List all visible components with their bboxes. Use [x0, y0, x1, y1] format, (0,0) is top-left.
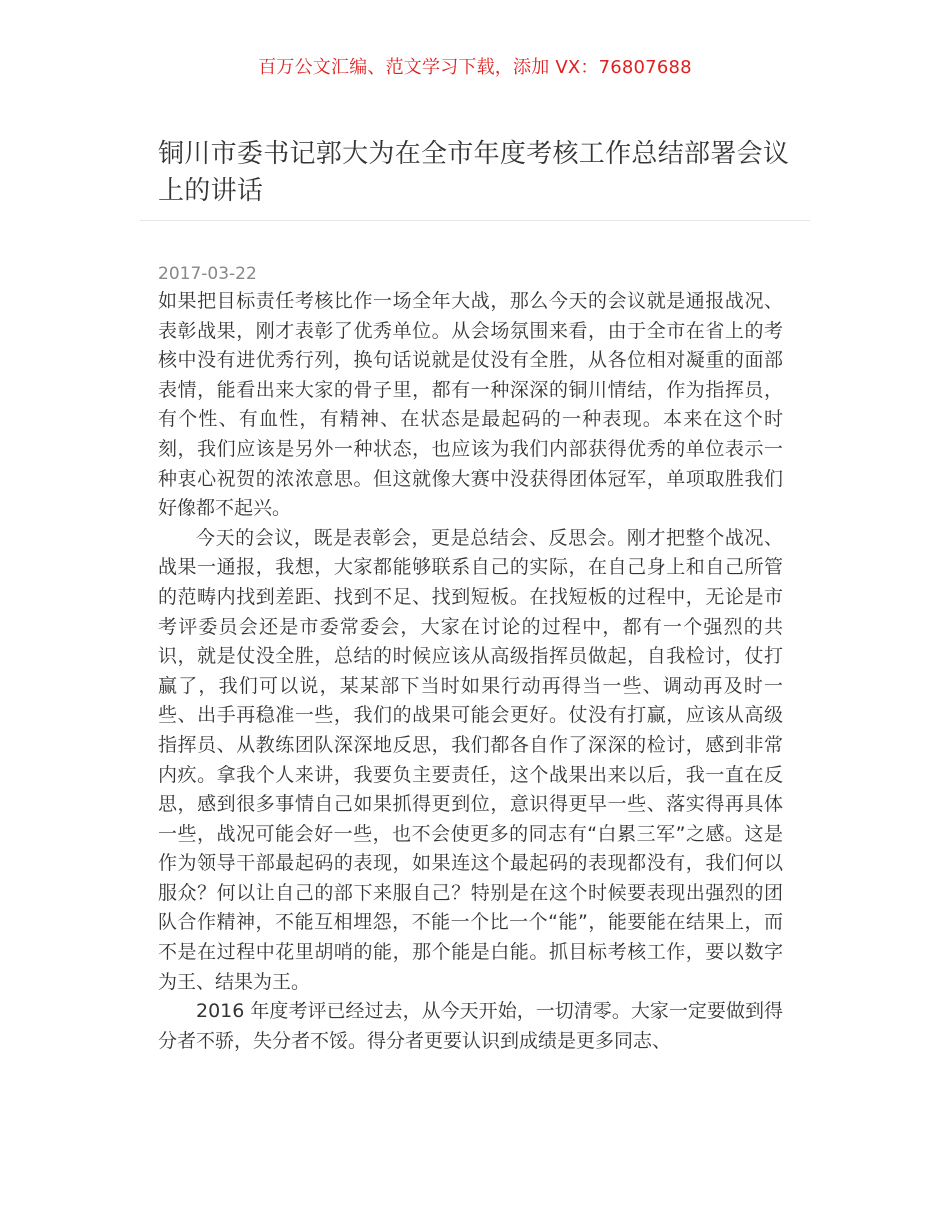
article-title: 铜川市委书记郭大为在全市年度考核工作总结部署会议上的讲话 — [158, 139, 790, 206]
paragraph-2: 今天的会议，既是表彰会，更是总结会、反思会。刚才把整个战况、战果一通报，我想，大家都能够联系自己的实际，在自己身上和自己所管的范畴内找到差距、找到不足、找到短板。在找短板的过程中，无论是市考评委员会还是市委常委会，大家在讨论的过程中，都有一个强烈的共识，就是仗没全胜，总结的时候应该从高级指挥员做起，自我检讨，仗打赢了，我们可以说，某某部下当时如果行动再得当一些、调动再及时一些、出手再稳准一些，我们的战果可能会更好。仗没有打赢，应该从高级指挥员、从教练团队深深地反思，我们都各自作了深深的检讨，感到非常内疚。拿我个人来讲，我要负主要责任，这个战果出来以后，我一直在反思，感到很多事情自己如果抓得更到位，意识得更早一些、落实得再具体一些，战况可能会好一些，也不会使更多的同志有“白累三军”之感。这是作为领导干部最起码的表现，如果连这个最起码的表现都没有，我们何以服众？何以让自己的部下来服自己？特别是在这个时候要表现出强烈的团队合作精神，不能互相埋怨，不能一个比一个“能”，能要能在结果上，而不是在过程中花里胡哨的能，那个能是白能。抓目标考核工作，要以数字为王、结果为王。 — [158, 526, 783, 993]
paragraph-3: 2016 年度考评已经过去，从今天开始，一切清零。大家一定要做到得分者不骄，失分者不馁。得分者更要认识到成绩是更多同志、 — [158, 1000, 783, 1052]
article-body — [158, 287, 783, 1056]
article-date: 2017-03-22 — [158, 264, 257, 284]
title-divider — [140, 220, 810, 221]
paragraph-1: 如果把目标责任考核比作一场全年大战，那么今天的会议就是通报战况、表彰战果，刚才表彰了优秀单位。从会场氛围来看，由于全市在省上的考核中没有进优秀行列，换句话说就是仗没有全胜，从各位相对凝重的面部表情，能看出来大家的骨子里，都有一种深深的铜川情结，作为指挥员，有个性、有血性，有精神、在状态是最起码的一种表现。本来在这个时刻，我们应该是另外一种状态，也应该为我们内部获得优秀的单位表示一种衷心祝贺的浓浓意思。但这就像大赛中没获得团体冠军，单项取胜我们好像都不起兴。 — [158, 290, 783, 520]
header-ad-text: 百万公文汇编、范文学习下载，添加 VX：76807688 — [258, 57, 692, 78]
